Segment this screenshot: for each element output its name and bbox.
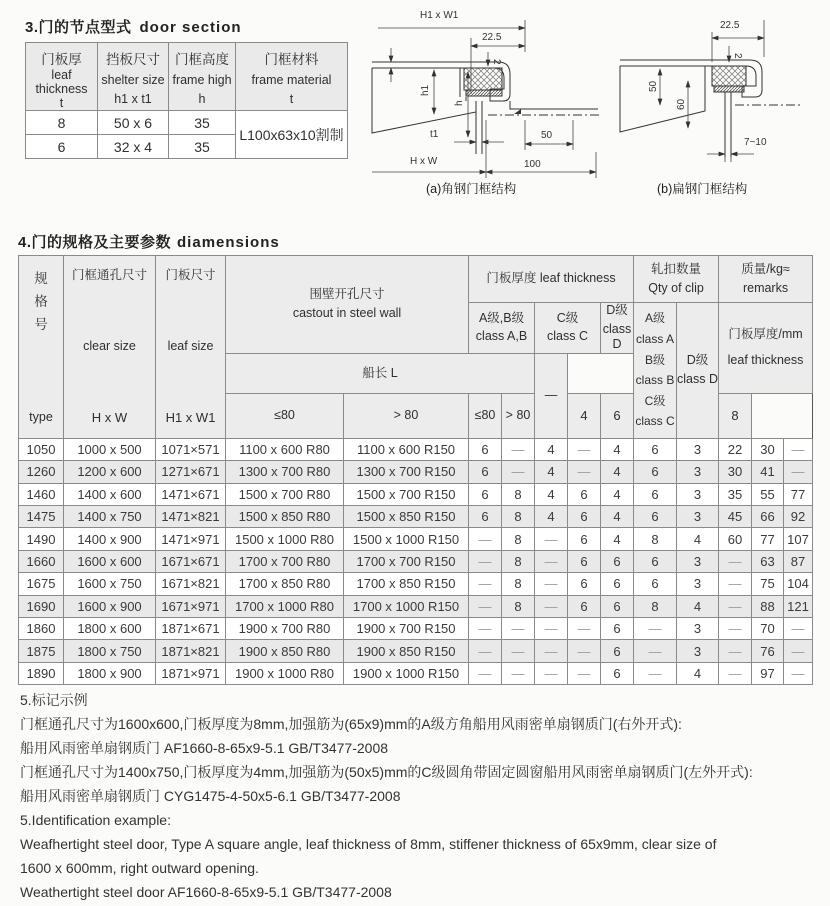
header-leaf-thickness: 门板厚 leaf thickness t [26,43,98,111]
table-cell: 1871×671 [156,618,226,640]
table-cell: 3 [677,506,719,528]
table-cell: 6 [601,662,634,684]
dim-label-h1: h1 [420,84,431,96]
table-row [19,618,813,640]
table-cell: 87 [784,550,813,572]
table-row [19,461,813,483]
table-cell: 4 [601,506,634,528]
dim-label-gap: 2 [491,59,502,65]
spec-table-body [19,438,813,684]
header-class-c: C级 class C [535,303,601,354]
header-class-ab: A级,B级 class A,B [469,303,535,354]
table-cell: 121 [784,595,813,617]
table-cell: — [469,528,502,550]
table-cell: 6 [568,595,601,617]
table-cell: 6 [601,550,634,572]
table-cell: 88 [752,595,784,617]
table-cell: 1260 [19,461,64,483]
dim-label-offset: 22.5 [720,20,740,31]
table-cell: 50 x 6 [98,111,169,135]
table-cell: 4 [535,438,568,460]
header-clip-class-abc: A级 class A B级 class B C级 class C [634,303,677,439]
table-cell: 3 [677,461,719,483]
table-cell: — [469,640,502,662]
header-shelter-size: 挡板尺寸 shelter size h1 x t1 [98,43,169,111]
table-row [26,111,348,135]
table-row [19,595,813,617]
table-cell: 1500 x 1000 R150 [344,528,469,550]
header-le80: ≤80 [469,393,502,438]
header-frame-material: 门框材料 frame material t [236,43,348,111]
table-cell: 6 [568,506,601,528]
table-cell: 76 [752,640,784,662]
door-frame-diagram-a [358,2,610,200]
table-cell: 45 [719,506,752,528]
dim-label-size: H1 x W1 [420,10,459,21]
table-cell: 6 [601,640,634,662]
table-cell: 6 [601,573,634,595]
table-cell: 1900 x 700 R150 [344,618,469,640]
table-cell: 1900 x 1000 R80 [226,662,344,684]
table-cell: 1100 x 600 R80 [226,438,344,460]
table-cell: 1890 [19,662,64,684]
header-gt80: > 80 [502,393,535,438]
table-cell: — [784,640,813,662]
table-cell: 6 [469,506,502,528]
table-cell: 6 [634,438,677,460]
header-frame-high: 门框高度 frame high h [169,43,236,111]
header-class-d-dash: — [535,353,568,438]
table-cell: 1500 x 1000 R80 [226,528,344,550]
section4-title-en: diamensions [177,234,280,251]
header-gt80: > 80 [344,393,469,438]
table-cell: 3 [677,573,719,595]
table-cell: 4 [535,506,568,528]
table-cell: — [502,640,535,662]
table-cell: 1700 x 850 R150 [344,573,469,595]
table-cell: 6 [634,506,677,528]
table-cell: 6 [601,595,634,617]
note-line: 1600 x 600mm, right outward opening. [20,860,259,876]
table-cell: 1600 x 600 [64,550,156,572]
table-cell: — [719,618,752,640]
table-cell: 70 [752,618,784,640]
table-cell: 32 x 4 [98,135,169,159]
table-cell: 1600 x 750 [64,573,156,595]
table-cell: — [502,662,535,684]
dim-label-h: h [454,100,465,106]
header-thk-8: 8 [719,393,752,438]
note-line: 5.标记示例 [20,692,88,708]
table-cell: — [502,438,535,460]
table-cell: 1700 x 700 R150 [344,550,469,572]
table-cell: — [469,550,502,572]
table-cell: 6 [568,573,601,595]
frame-profile-b [620,60,802,157]
table-cell: — [568,640,601,662]
table-cell: 1700 x 1000 R80 [226,595,344,617]
table-cell: 66 [752,506,784,528]
table-cell: 6 [601,618,634,640]
table-cell: 1871×821 [156,640,226,662]
header-clip-class-d: D级 class D [677,303,719,439]
specification-table [18,255,813,685]
section3-title [25,16,242,37]
table-cell: 1400 x 600 [64,483,156,505]
header-leaf-size: 门板尺寸 leaf size H1 x W1 [156,256,226,439]
table-cell: — [535,573,568,595]
table-cell: 8 [502,483,535,505]
dim-label-t1: t1 [430,129,439,140]
table-cell: — [502,461,535,483]
diagram-b-caption: (b)扁钢门框结构 [657,182,748,196]
table-cell: 4 [677,595,719,617]
table-cell: 1200 x 600 [64,461,156,483]
note-line: 门框通孔尺寸为1400x750,门板厚度为4mm,加强筋为(50x5)mm的C级圆角带固定圆窗船用风雨密单扇钢质门(左外开式): [20,764,753,780]
table-cell: — [535,640,568,662]
table-cell: 8 [634,528,677,550]
table-cell: — [568,618,601,640]
dim-label-offset: 22.5 [482,32,502,43]
table-cell: 1471×821 [156,506,226,528]
table-cell: 4 [601,461,634,483]
table-cell: 35 [169,111,236,135]
table-cell: 3 [677,640,719,662]
table-cell: 1700 x 1000 R150 [344,595,469,617]
table-cell: 1500 x 850 R80 [226,506,344,528]
section4-title-zh: 4.门的规格及主要参数 [18,234,172,251]
door-section-table [25,42,348,159]
table-cell: 1500 x 850 R150 [344,506,469,528]
table-cell: 1800 x 600 [64,618,156,640]
diagram-a-caption: (a)角钢门框结构 [426,182,517,196]
table-cell: — [719,550,752,572]
table-cell: — [535,528,568,550]
header-clip-qty: 轧扣数量 Qty of clip [634,256,719,303]
table-cell: 6 [634,483,677,505]
table-cell: 1900 x 1000 R150 [344,662,469,684]
table-cell: 3 [677,438,719,460]
table-cell: 77 [752,528,784,550]
table-cell: 1471×671 [156,483,226,505]
table-cell: 1700 x 850 R80 [226,573,344,595]
table-cell: — [568,662,601,684]
table-cell: 6 [469,483,502,505]
table-cell: 1671×821 [156,573,226,595]
note-line: Weafhertight steel door, Type A square angle, leaf thickness of 8mm, stiffener thickness of 65x9mm, clear size of [20,836,717,852]
table-cell: 1271×671 [156,461,226,483]
table-cell: 8 [502,595,535,617]
table-cell: — [634,640,677,662]
table-cell: — [719,573,752,595]
table-cell: 6 [469,461,502,483]
header-mass-remarks: 质量/kg≈ remarks [719,256,813,303]
header-leaf-thickness: 门板厚度 leaf thickness [469,256,634,303]
table-cell: 1900 x 850 R80 [226,640,344,662]
table-cell: — [784,438,813,460]
table-cell: 3 [677,550,719,572]
table-cell: 6 [634,573,677,595]
table-cell: 8 [502,506,535,528]
dim-label-60: 60 [676,98,687,110]
table-cell: — [784,461,813,483]
table-cell: — [568,438,601,460]
table-cell: 1400 x 900 [64,528,156,550]
table-cell: 4 [677,662,719,684]
table-cell: — [634,662,677,684]
table-cell: 97 [752,662,784,684]
table-cell: 6 [568,550,601,572]
table-cell: — [469,618,502,640]
note-line: 船用风雨密单扇钢质门 CYG1475-4-50x5-6.1 GB/T3477-2008 [20,788,401,804]
table-cell: 1660 [19,550,64,572]
table-cell: 4 [677,528,719,550]
table-cell: 1471×971 [156,528,226,550]
table-cell: 4 [535,461,568,483]
table-cell: 75 [752,573,784,595]
table-cell: — [535,550,568,572]
table-cell: 60 [719,528,752,550]
table-cell: 1800 x 750 [64,640,156,662]
section4-title [18,231,280,252]
table-cell: — [535,618,568,640]
dim-label-50: 50 [648,80,659,92]
table-cell: 4 [601,483,634,505]
table-cell: 8 [502,528,535,550]
header-thk-6: 6 [601,393,634,438]
table-cell: 8 [634,595,677,617]
table-cell: 3 [677,618,719,640]
table-cell: — [719,595,752,617]
table-cell: 1100 x 600 R150 [344,438,469,460]
table-cell: 8 [502,550,535,572]
table-cell: 1871×971 [156,662,226,684]
header-leaf-thickness-mm: 门板厚度/mm leaf thickness [719,303,813,394]
table-cell: 1900 x 700 R80 [226,618,344,640]
table-cell: — [535,595,568,617]
note-line: 5.Identification example: [20,812,171,828]
table-cell: 6 [26,135,98,159]
table-cell: 1800 x 900 [64,662,156,684]
table-cell: 6 [469,438,502,460]
table-cell: 6 [634,550,677,572]
table-cell: 1690 [19,595,64,617]
table-cell: 107 [784,528,813,550]
table-row [19,506,813,528]
table-cell: 1900 x 850 R150 [344,640,469,662]
table-row [19,662,813,684]
table-cell: 1300 x 700 R150 [344,461,469,483]
header-le80: ≤80 [226,393,344,438]
table-cell: 1860 [19,618,64,640]
header-ship-length: 船长 L [226,353,535,393]
table-cell: 1490 [19,528,64,550]
section3-title-en: door section [139,19,242,36]
table-cell: 1475 [19,506,64,528]
dim-label-gap: 2 [732,53,743,59]
table-row [19,573,813,595]
table-cell: 6 [634,461,677,483]
table-cell: 6 [568,483,601,505]
table-cell: 6 [568,528,601,550]
table-cell: 1050 [19,438,64,460]
table-cell: — [469,595,502,617]
table-cell: 35 [169,135,236,159]
header-thk-4: 4 [568,393,601,438]
dim-label-7-10: 7~10 [744,137,767,148]
table-row [19,483,813,505]
table-row [19,550,813,572]
table-cell: — [502,618,535,640]
table-cell: — [535,662,568,684]
table-cell: — [469,573,502,595]
table-cell: 1460 [19,483,64,505]
table-cell: 1600 x 900 [64,595,156,617]
table-cell: — [784,618,813,640]
table-cell: 8 [502,573,535,595]
table-row [19,640,813,662]
table-cell: 104 [784,573,813,595]
gasket-retainer [714,86,744,92]
dimension-lines-a [372,20,596,178]
table-cell: 30 [719,461,752,483]
header-clear-size: 门框通孔尺寸 clear size H x W [64,256,156,439]
table-cell: 35 [719,483,752,505]
table-cell: 4 [601,528,634,550]
table-cell: 1875 [19,640,64,662]
table-cell: — [469,662,502,684]
table-cell: 77 [784,483,813,505]
table-cell: 1700 x 700 R80 [226,550,344,572]
section3-title-zh: 3.门的节点型式 [25,19,132,36]
table-cell: — [784,662,813,684]
table-row [19,528,813,550]
dim-label-opening: H x W [410,156,438,167]
table-cell: 4 [601,438,634,460]
table-cell: 41 [752,461,784,483]
dim-label-100: 100 [524,159,541,170]
table-cell: 1500 x 700 R80 [226,483,344,505]
dim-label-50: 50 [541,130,553,141]
table-cell: 1300 x 700 R80 [226,461,344,483]
table-cell: 63 [752,550,784,572]
note-line: 门框通孔尺寸为1600x600,门板厚度为8mm,加强筋为(65x9)mm的A级方角船用风雨密单扇钢质门(右外开式): [20,716,682,732]
gasket-hatch [464,68,502,90]
table-cell: 4 [535,483,568,505]
table-cell: — [568,461,601,483]
table-cell: 8 [26,111,98,135]
table-cell: 92 [784,506,813,528]
table-cell: 30 [752,438,784,460]
table-cell: 22 [719,438,752,460]
header-type: 规格号 type [19,256,64,439]
table-row [19,438,813,460]
table-cell: — [634,618,677,640]
table-cell: 1000 x 500 [64,438,156,460]
header-class-d: D级 class D [601,303,634,354]
notes-block [20,688,820,904]
table-cell: — [719,640,752,662]
note-line: 船用风雨密单扇钢质门 AF1660-8-65x9-5.1 GB/T3477-2008 [20,740,389,756]
table-cell: 1500 x 700 R150 [344,483,469,505]
header-castout: 围壁开孔尺寸 castout in steel wall [226,256,469,354]
gasket-hatch [712,66,746,86]
table-cell: 3 [677,483,719,505]
note-line: Weathertight steel door AF1660-8-65x9-5.1 GB/T3477-2008 [20,884,392,900]
table-cell: — [719,662,752,684]
table-cell: 1675 [19,573,64,595]
frame-material-cell: L100x63x10割制 [236,111,348,159]
table-cell: 1400 x 750 [64,506,156,528]
table-cell: 55 [752,483,784,505]
door-frame-diagram-b [612,2,830,200]
table-cell: 1671×671 [156,550,226,572]
table-cell: 1671×971 [156,595,226,617]
table-cell: 1071×571 [156,438,226,460]
